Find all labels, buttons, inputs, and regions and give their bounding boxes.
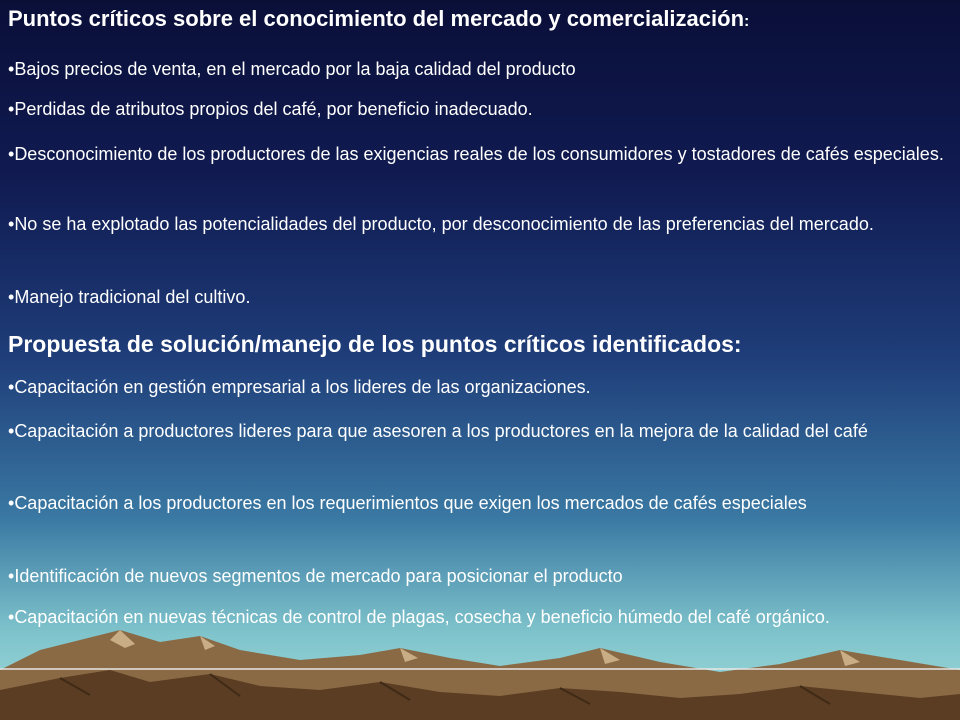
bullet-marker: • [8,493,15,513]
section1-item [8,284,948,310]
bullet-marker: • [8,59,15,79]
section1-item-text: Perdidas de atributos propios del café, por beneficio inadecuado. [14,99,533,119]
bullet-marker: • [8,287,15,307]
section1-item-text: Desconocimiento de los productores de las exigencias reales de los consumidores y tostadores de cafés especiales. [14,144,944,164]
section1-heading-text: Puntos críticos sobre el conocimiento del mercado y comercialización [8,6,745,31]
section2-item [8,604,948,630]
section2-item-text: Capacitación a productores lideres para que asesoren a los productores en la mejora de la calidad del café [14,421,868,441]
section2-item-text: Capacitación en gestión empresarial a los lideres de las organizaciones. [14,377,591,397]
bullet-marker: • [8,421,15,441]
section1-item [8,141,948,167]
bullet-marker: • [8,144,15,164]
section1-item [8,211,948,237]
section2-item [8,418,948,444]
section2-item-text: Capacitación a los productores en los requerimientos que exigen los mercados de cafés especiales [14,493,807,513]
section1-heading [8,6,749,35]
section2-item-text: Identificación de nuevos segmentos de mercado para posicionar el producto [14,566,623,586]
section1-heading-colon: : [744,13,750,30]
section2-item [8,490,948,516]
bullet-marker: • [8,377,15,397]
bullet-marker: • [8,566,15,586]
section2-heading: Propuesta de solución/manejo de los puntos críticos identificados: [8,331,742,357]
bullet-marker: • [8,99,15,119]
section1-item-text: Manejo tradicional del cultivo. [14,287,251,307]
section1-item [8,96,948,122]
section2-item [8,563,948,589]
section1-item [8,56,948,82]
section2-item [8,374,948,400]
section1-item-text: Bajos precios de venta, en el mercado por la baja calidad del producto [14,59,576,79]
bullet-marker: • [8,607,15,627]
section1-item-text: No se ha explotado las potencialidades del producto, por desconocimiento de las preferencias del mercado. [14,214,874,234]
bullet-marker: • [8,214,15,234]
section2-item-text: Capacitación en nuevas técnicas de control de plagas, cosecha y beneficio húmedo del café orgánico. [14,607,830,627]
